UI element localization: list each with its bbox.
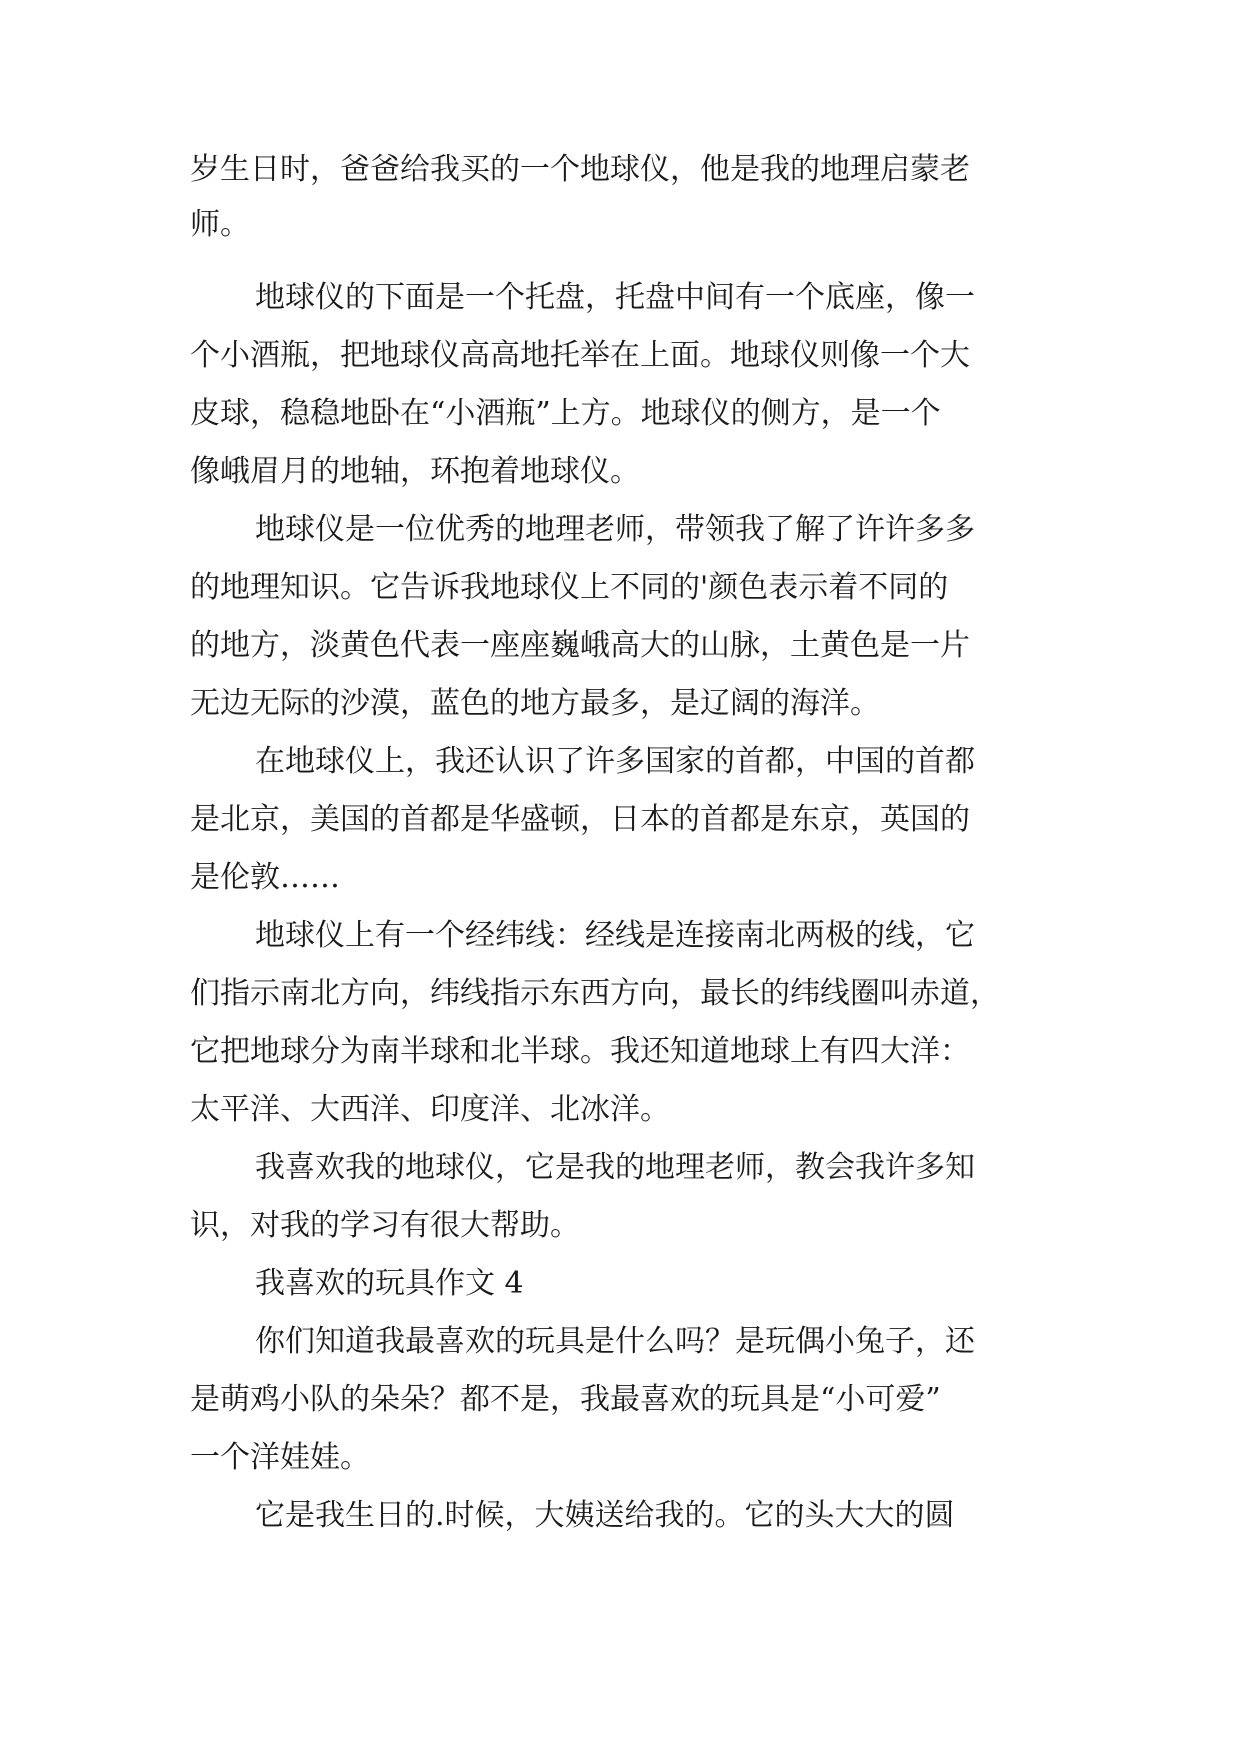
text-line: 太平洋、大西洋、印度洋、北冰洋。 <box>190 1092 670 1127</box>
text-line: 个小酒瓶，把地球仪高高地托举在上面。地球仪则像一个大 <box>190 338 970 373</box>
text-line: 是北京，美国的首都是华盛顿，日本的首都是东京，英国的 <box>190 802 970 837</box>
paragraph-first-line: 在地球仪上，我还认识了许多国家的首都，中国的首都 <box>255 744 975 779</box>
text-line: 们指示南北方向，纬线指示东西方向，最长的纬线圈叫赤道， <box>190 976 1000 1011</box>
text-line: 的地方，淡黄色代表一座座巍峨高大的山脉，土黄色是一片 <box>190 628 970 663</box>
text-line: 像峨眉月的地轴，环抱着地球仪。 <box>190 454 640 489</box>
text-line: 皮球，稳稳地卧在“小酒瓶”上方。地球仪的侧方，是一个 <box>190 396 941 431</box>
text-line: 一个洋娃娃。 <box>190 1440 370 1475</box>
paragraph-first-line: 地球仪上有一个经纬线：经线是连接南北两极的线，它 <box>255 918 975 953</box>
section-title: 我喜欢的玩具作文 4 <box>255 1266 524 1301</box>
paragraph-first-line: 你们知道我最喜欢的玩具是什么吗？是玩偶小兔子，还 <box>255 1324 975 1359</box>
text-line: 是伦敦…… <box>190 860 340 895</box>
paragraph-first-line: 地球仪是一位优秀的地理老师，带领我了解了许许多多 <box>255 512 975 547</box>
text-line: 的地理知识。它告诉我地球仪上不同的'颜色表示着不同的 <box>190 570 949 605</box>
text-line: 识，对我的学习有很大帮助。 <box>190 1208 580 1243</box>
text-line: 岁生日时，爸爸给我买的一个地球仪，他是我的地理启蒙老 <box>190 152 970 187</box>
text-line: 师。 <box>190 207 250 242</box>
text-line: 是萌鸡小队的朵朵？都不是，我最喜欢的玩具是“小可爱” <box>190 1382 941 1417</box>
text-line: 无边无际的沙漠，蓝色的地方最多，是辽阔的海洋。 <box>190 686 880 721</box>
paragraph-first-line: 地球仪的下面是一个托盘，托盘中间有一个底座，像一 <box>255 280 975 315</box>
paragraph-first-line: 我喜欢我的地球仪，它是我的地理老师，教会我许多知 <box>255 1150 975 1185</box>
paragraph-first-line: 它是我生日的.时候，大姨送给我的。它的头大大的圆 <box>255 1498 955 1533</box>
text-line: 它把地球分为南半球和北半球。我还知道地球上有四大洋： <box>190 1034 970 1069</box>
